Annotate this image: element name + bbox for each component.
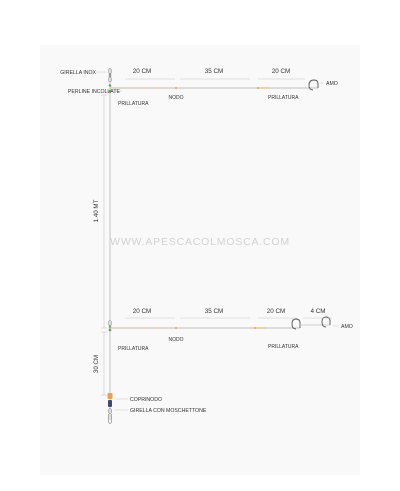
bottom-seg1-label: 20 CM bbox=[132, 308, 152, 315]
bottom-seg4-label: 4 CM bbox=[310, 308, 326, 315]
top-nodo-label: NODO bbox=[168, 95, 184, 101]
main-length-label: 1.40 MT bbox=[93, 199, 100, 223]
bottom-hook-1-icon bbox=[292, 319, 300, 329]
top-nodo-marker bbox=[175, 87, 177, 89]
top-prillatura-left-label: PRILLATURA bbox=[118, 101, 149, 107]
bottom-bead-icon bbox=[109, 329, 112, 332]
coprinodo-icon bbox=[108, 393, 113, 399]
top-hook-icon bbox=[309, 80, 318, 90]
girella-moschettone-label: GIRELLA CON MOSCHETTONE bbox=[130, 408, 207, 414]
top-prillatura-right-marker bbox=[257, 87, 259, 89]
lower-length-label: 30 CM bbox=[93, 354, 100, 374]
bottom-nodo-marker bbox=[175, 327, 177, 329]
bottom-seg2-label: 35 CM bbox=[204, 308, 224, 315]
top-prillatura-right-label: PRILLATURA bbox=[268, 95, 299, 101]
top-seg1-label: 20 CM bbox=[132, 68, 152, 75]
bottom-prillatura-right-marker bbox=[254, 327, 256, 329]
watermark-text: WWW.APESCACOLMOSCA.COM bbox=[110, 236, 290, 248]
top-seg3-label: 20 CM bbox=[271, 68, 291, 75]
girella-inox-label: GIRELLA INOX bbox=[60, 70, 96, 76]
perline-incollate-label: PERLINE INCOLLATE bbox=[67, 89, 120, 95]
bottom-seg3-label: 20 CM bbox=[266, 308, 286, 315]
bottom-hook-2-icon bbox=[322, 317, 330, 327]
top-bead-upper-icon bbox=[109, 84, 112, 87]
bottom-nodo-label: NODO bbox=[168, 337, 184, 343]
bottom-prillatura-right-label: PRILLATURA bbox=[268, 344, 299, 350]
bottom-amo-label: AMO bbox=[341, 324, 353, 330]
coprinodo-label: COPRINODO bbox=[130, 397, 162, 403]
top-seg2-label: 35 CM bbox=[204, 68, 224, 75]
top-amo-label: AMO bbox=[326, 81, 338, 87]
bottom-prillatura-left-label: PRILLATURA bbox=[118, 346, 149, 352]
